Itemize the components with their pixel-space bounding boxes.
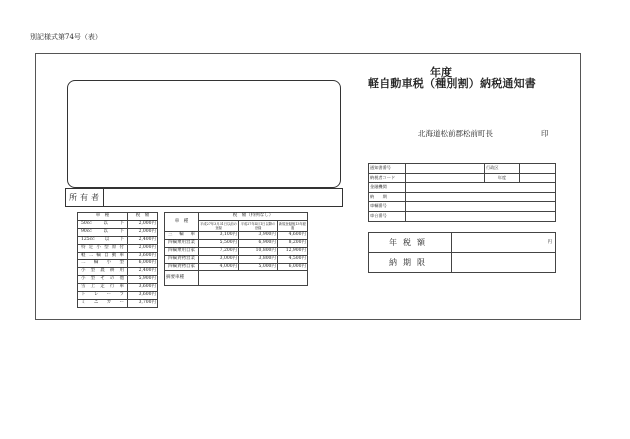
table-row — [369, 211, 556, 221]
period-label: 納 期 — [369, 192, 406, 202]
amount-cell: 3,600円 — [128, 292, 158, 300]
category-cell: 小型その他 — [78, 276, 128, 284]
table-row — [78, 220, 158, 228]
note-value-cell — [199, 271, 308, 286]
bank-label: 金融機関 — [369, 183, 406, 193]
table-row — [78, 292, 158, 300]
category-cell: トレーラ — [78, 292, 128, 300]
year-label: 年度 — [485, 173, 520, 183]
seal-mark: 印 — [541, 129, 549, 138]
amount-cell: 8,200円 — [277, 239, 307, 247]
form-number-label: 別記様式第74号（表） — [30, 33, 102, 41]
type-cell: 四輪貨物営業 — [165, 255, 199, 263]
table-row — [165, 255, 308, 263]
type-cell: 四輪乗用営業 — [165, 239, 199, 247]
category-cell: 二輪小型 — [78, 260, 128, 268]
amount-cell: 3,800円 — [239, 255, 278, 263]
header-tax-amount: 税 額 — [128, 213, 158, 221]
table-row — [78, 276, 158, 284]
category-cell: 雪上走行車 — [78, 284, 128, 292]
type-cell: 三輪車 — [165, 231, 199, 239]
amount-cell: 7,200円 — [199, 247, 239, 255]
amount-cell: 6,000円 — [128, 260, 158, 268]
table-header-row — [78, 213, 158, 221]
admin-area-label: 行政区 — [485, 164, 520, 174]
amount-cell: 3,600円 — [128, 284, 158, 292]
table-row — [78, 236, 158, 244]
plate-label: 車輌番号 — [369, 202, 406, 212]
amount-cell: 2,000円 — [128, 228, 158, 236]
owner-field — [65, 188, 343, 207]
table-row — [369, 202, 556, 212]
plate-value — [406, 202, 556, 212]
table-row — [369, 183, 556, 193]
amount-cell: 5,900円 — [128, 276, 158, 284]
year-value — [520, 173, 556, 183]
owner-divider — [103, 189, 104, 206]
amount-cell: 6,900円 — [239, 239, 278, 247]
payer-code-label: 納税者コード — [369, 173, 406, 183]
table-row — [78, 299, 158, 307]
table-row — [78, 260, 158, 268]
payer-code-value — [406, 173, 485, 183]
table-row — [165, 247, 308, 255]
period-value — [406, 192, 556, 202]
amount-cell: 2,000円 — [128, 220, 158, 228]
table-row — [369, 253, 556, 273]
issuer-name: 北海道松前郡松前町長 — [418, 129, 493, 138]
page-title: 軽自動車税（種別割）納税通知書 — [368, 77, 536, 90]
chassis-label: 車台番号 — [369, 211, 406, 221]
amount-cell: 3,700円 — [128, 299, 158, 307]
due-date-label: 納期限 — [369, 253, 452, 273]
table-row — [78, 284, 158, 292]
header-tax-no-special: 税 額（特例なし） — [199, 213, 308, 221]
table-row — [369, 173, 556, 183]
header-vehicle-type: 車 種 — [78, 213, 128, 221]
admin-area-value — [520, 164, 556, 174]
amount-cell: 12,900円 — [277, 247, 307, 255]
amount-cell: 3,000円 — [199, 255, 239, 263]
annual-tax-value: 円 — [452, 233, 556, 253]
category-cell: 特定小型原付 — [78, 244, 128, 252]
address-window — [67, 80, 341, 188]
table-row — [165, 271, 308, 286]
owner-label: 所有者 — [69, 193, 102, 202]
category-cell: ミニカー — [78, 299, 128, 307]
amount-cell: 6,000円 — [277, 263, 307, 271]
amount-cell: 5,500円 — [199, 239, 239, 247]
category-cell: 小型農耕用 — [78, 268, 128, 276]
category-cell: 90cc以下 — [78, 228, 128, 236]
table-row — [78, 268, 158, 276]
annual-tax-label: 年税額 — [369, 233, 452, 253]
amount-cell: 4,600円 — [277, 231, 307, 239]
subheader-13-years: 新規登録後13年経過 — [278, 221, 307, 230]
table-row — [165, 239, 308, 247]
table-row — [78, 244, 158, 252]
type-cell: 四輪乗用自家 — [165, 247, 199, 255]
tax-amount-table — [368, 232, 556, 273]
note-label-cell: 摘要車種 — [165, 271, 199, 286]
bank-value — [406, 183, 556, 193]
subheader-after-2015: 平成27年4月1日以降の登録 — [239, 220, 278, 231]
table-row — [165, 231, 308, 239]
amount-cell: 2,000円 — [128, 244, 158, 252]
category-cell: 125cc以下 — [78, 236, 128, 244]
amount-cell: 2,400円 — [128, 268, 158, 276]
notice-number-label: 通知書番号 — [369, 164, 406, 174]
table-row — [165, 263, 308, 271]
category-cell: 50cc以下 — [78, 220, 128, 228]
amount-cell: 10,800円 — [239, 247, 278, 255]
amount-cell: 4,000円 — [199, 263, 239, 271]
amount-cell: 2,400円 — [128, 236, 158, 244]
subheader-before-2015: 平成27年3月31日以前の登録 — [200, 221, 237, 230]
amount-cell: 4,500円 — [277, 255, 307, 263]
title-year: 年度 — [430, 66, 452, 79]
amount-cell: 5,000円 — [239, 263, 278, 271]
motorbike-rate-table — [77, 212, 158, 308]
due-date-value — [452, 253, 556, 273]
type-cell: 四輪貨物自家 — [165, 263, 199, 271]
table-row — [369, 164, 556, 174]
amount-cell: 3,900円 — [239, 231, 278, 239]
table-row — [78, 252, 158, 260]
car-rate-table — [164, 212, 308, 286]
table-row — [369, 233, 556, 253]
table-row — [78, 228, 158, 236]
notice-number-value — [406, 164, 485, 174]
category-cell: 軽二輪自動車 — [78, 252, 128, 260]
header-vehicle-type: 車 種 — [165, 213, 199, 232]
chassis-value — [406, 211, 556, 221]
amount-cell: 3,600円 — [128, 252, 158, 260]
notice-info-table — [368, 163, 556, 222]
amount-cell: 3,100円 — [199, 231, 239, 239]
table-row — [369, 192, 556, 202]
table-header-row — [165, 213, 308, 221]
